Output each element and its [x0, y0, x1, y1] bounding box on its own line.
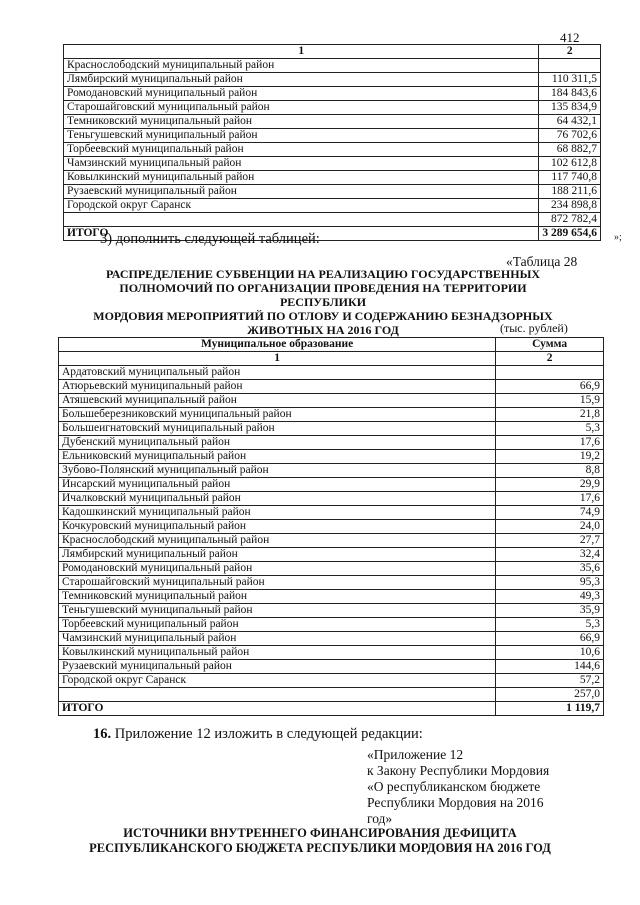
municipality-name: Рузаевский муниципальный район [59, 660, 496, 674]
table-row [59, 408, 604, 422]
column-header-municipality: Муниципальное образование [59, 338, 496, 352]
municipality-name: Ковылкинский муниципальный район [64, 171, 539, 185]
amount-value: 24,0 [496, 520, 604, 534]
amount-value: 5,3 [496, 618, 604, 632]
table-row [64, 73, 601, 87]
municipality-name: Чамзинский муниципальный район [59, 632, 496, 646]
municipality-name: Ельниковский муниципальный район [59, 450, 496, 464]
total-value: 1 119,7 [496, 702, 604, 716]
table-row [59, 618, 604, 632]
amount-value: 17,6 [496, 492, 604, 506]
table-row [59, 492, 604, 506]
table-row [59, 604, 604, 618]
municipality-name: Городской округ Саранск [59, 674, 496, 688]
table-row [59, 422, 604, 436]
total-value: 3 289 654,6 [539, 227, 601, 241]
table-row [59, 534, 604, 548]
table-row [59, 576, 604, 590]
municipality-name: Ромодановский муниципальный район [64, 87, 539, 101]
amount-value: 32,4 [496, 548, 604, 562]
municipality-name [59, 688, 496, 702]
amount-value: 19,2 [496, 450, 604, 464]
municipality-name: Большеигнатовский муниципальный район [59, 422, 496, 436]
amount-value: 135 834,9 [539, 101, 601, 115]
municipality-name: Зубово-Полянский муниципальный район [59, 464, 496, 478]
table-row [59, 394, 604, 408]
municipality-name [64, 213, 539, 227]
table-row [59, 548, 604, 562]
paragraph-item-3: 3) дополнить следующей таблицей: [100, 231, 320, 247]
municipality-name: Теньгушевский муниципальный район [59, 604, 496, 618]
amount-value: 35,9 [496, 604, 604, 618]
table-index-row [59, 352, 604, 366]
municipality-name: Кочкуровский муниципальный район [59, 520, 496, 534]
appendix-line: «О республиканском бюджете [367, 779, 541, 794]
municipality-name: Ромодановский муниципальный район [59, 562, 496, 576]
municipality-name: Краснослободский муниципальный район [59, 534, 496, 548]
municipality-name: Лямбирский муниципальный район [64, 73, 539, 87]
column-index-1: 1 [64, 45, 539, 59]
amount-value: 188 211,6 [539, 185, 601, 199]
municipality-name: Дубенский муниципальный район [59, 436, 496, 450]
table-row [64, 199, 601, 213]
table-title-line: МОРДОВИЯ МЕРОПРИЯТИЙ ПО ОТЛОВУ И СОДЕРЖАНИЮ БЕЗНАДЗОРНЫХ [93, 309, 553, 323]
amount-value: 57,2 [496, 674, 604, 688]
amount-value: 15,9 [496, 394, 604, 408]
column-header-amount: Сумма [496, 338, 604, 352]
column-index-2: 2 [496, 352, 604, 366]
section-title [40, 826, 600, 856]
table-row [64, 59, 601, 73]
municipality-name: Атяшевский муниципальный район [59, 394, 496, 408]
appendix-line: год» [367, 811, 393, 826]
table-row [59, 660, 604, 674]
municipality-name: Теньгушевский муниципальный район [64, 129, 539, 143]
amount-value: 10,6 [496, 646, 604, 660]
item-text: Приложение 12 изложить в следующей редакции: [114, 726, 423, 742]
amount-value: 49,3 [496, 590, 604, 604]
amount-value: 74,9 [496, 506, 604, 520]
amount-value: 66,9 [496, 380, 604, 394]
amount-value: 27,7 [496, 534, 604, 548]
table-row [59, 520, 604, 534]
column-index-1: 1 [59, 352, 496, 366]
amount-value: 110 311,5 [539, 73, 601, 87]
table-row [59, 366, 604, 380]
section-title-line: РЕСПУБЛИКАНСКОГО БЮДЖЕТА РЕСПУБЛИКИ МОРДОВИЯ НА 2016 ГОД [89, 841, 551, 855]
table-row [59, 688, 604, 702]
table-row [64, 101, 601, 115]
item-number: 16. [93, 726, 112, 742]
total-label: ИТОГО [59, 702, 496, 716]
amount-value: 64 432,1 [539, 115, 601, 129]
total-label: ИТОГО [64, 227, 539, 241]
municipality-name: Старошайговский муниципальный район [64, 101, 539, 115]
table-row [59, 478, 604, 492]
amount-value: 95,3 [496, 576, 604, 590]
appendix-reference [367, 747, 549, 827]
municipality-name: Кадошкинский муниципальный район [59, 506, 496, 520]
municipality-name: Ичалковский муниципальный район [59, 492, 496, 506]
amount-value: 257,0 [496, 688, 604, 702]
closing-mark: »; [614, 232, 622, 243]
municipality-name: Темниковский муниципальный район [59, 590, 496, 604]
amount-value: 17,6 [496, 436, 604, 450]
amount-value: 66,9 [496, 632, 604, 646]
amount-value [496, 366, 604, 380]
table-row [59, 436, 604, 450]
municipality-name: Рузаевский муниципальный район [64, 185, 539, 199]
subsidy-table-28 [58, 337, 604, 716]
amount-value [539, 59, 601, 73]
municipality-name: Инсарский муниципальный район [59, 478, 496, 492]
table-row [59, 450, 604, 464]
municipality-name: Большеберезниковский муниципальный район [59, 408, 496, 422]
table-row [59, 590, 604, 604]
appendix-line: к Закону Республики Мордовия [367, 763, 550, 778]
amount-value: 29,9 [496, 478, 604, 492]
table-total-row [59, 702, 604, 716]
table-row [59, 464, 604, 478]
table-row [64, 115, 601, 129]
municipality-name: Темниковский муниципальный район [64, 115, 539, 129]
appendix-line: «Приложение 12 [367, 747, 464, 762]
municipality-name: Торбеевский муниципальный район [64, 143, 539, 157]
municipality-name: Чамзинский муниципальный район [64, 157, 539, 171]
units-label: (тыс. рублей) [500, 321, 568, 335]
table-row [64, 157, 601, 171]
page-number: 412 [560, 30, 580, 45]
table-row [64, 143, 601, 157]
amount-value: 68 882,7 [539, 143, 601, 157]
amount-value: 21,8 [496, 408, 604, 422]
table-row [64, 185, 601, 199]
table-row [59, 646, 604, 660]
table-row [64, 129, 601, 143]
paragraph-item-16 [93, 726, 423, 743]
municipality-name: Торбеевский муниципальный район [59, 618, 496, 632]
municipality-name: Ардатовский муниципальный район [59, 366, 496, 380]
amount-value: 8,8 [496, 464, 604, 478]
municipality-name: Ковылкинский муниципальный район [59, 646, 496, 660]
table-row [59, 380, 604, 394]
table-title-line: ЖИВОТНЫХ НА 2016 ГОД [247, 323, 399, 337]
table-title-line: ПОЛНОМОЧИЙ ПО ОРГАНИЗАЦИИ ПРОВЕДЕНИЯ НА ТЕРРИТОРИИ РЕСПУБЛИКИ [119, 281, 527, 309]
amount-value: 76 702,6 [539, 129, 601, 143]
amount-value: 102 612,8 [539, 157, 601, 171]
amount-value: 872 782,4 [539, 213, 601, 227]
table-row [59, 674, 604, 688]
table-row [64, 87, 601, 101]
amount-value: 184 843,6 [539, 87, 601, 101]
municipality-name: Лямбирский муниципальный район [59, 548, 496, 562]
table-row [64, 171, 601, 185]
section-title-line: ИСТОЧНИКИ ВНУТРЕННЕГО ФИНАНСИРОВАНИЯ ДЕФИЦИТА [123, 826, 517, 840]
amount-value: 5,3 [496, 422, 604, 436]
table-row [59, 506, 604, 520]
municipality-name: Краснослободский муниципальный район [64, 59, 539, 73]
table-index-row [64, 45, 601, 59]
table-header-row [59, 338, 604, 352]
table-row [59, 632, 604, 646]
amount-value: 117 740,8 [539, 171, 601, 185]
subsidy-table-continued [63, 44, 601, 241]
amount-value: 234 898,8 [539, 199, 601, 213]
municipality-name: Старошайговский муниципальный район [59, 576, 496, 590]
appendix-line: Республики Мордовия на 2016 [367, 795, 544, 810]
table-title-line: РАСПРЕДЕЛЕНИЕ СУБВЕНЦИИ НА РЕАЛИЗАЦИЮ ГОСУДАРСТВЕННЫХ [105, 267, 541, 281]
column-index-2: 2 [539, 45, 601, 59]
table-caption: «Таблица 28 [506, 254, 578, 269]
table-title [78, 267, 568, 337]
table-row [64, 213, 601, 227]
municipality-name: Атюрьевский муниципальный район [59, 380, 496, 394]
amount-value: 35,6 [496, 562, 604, 576]
table-row [59, 562, 604, 576]
municipality-name: Городской округ Саранск [64, 199, 539, 213]
amount-value: 144,6 [496, 660, 604, 674]
